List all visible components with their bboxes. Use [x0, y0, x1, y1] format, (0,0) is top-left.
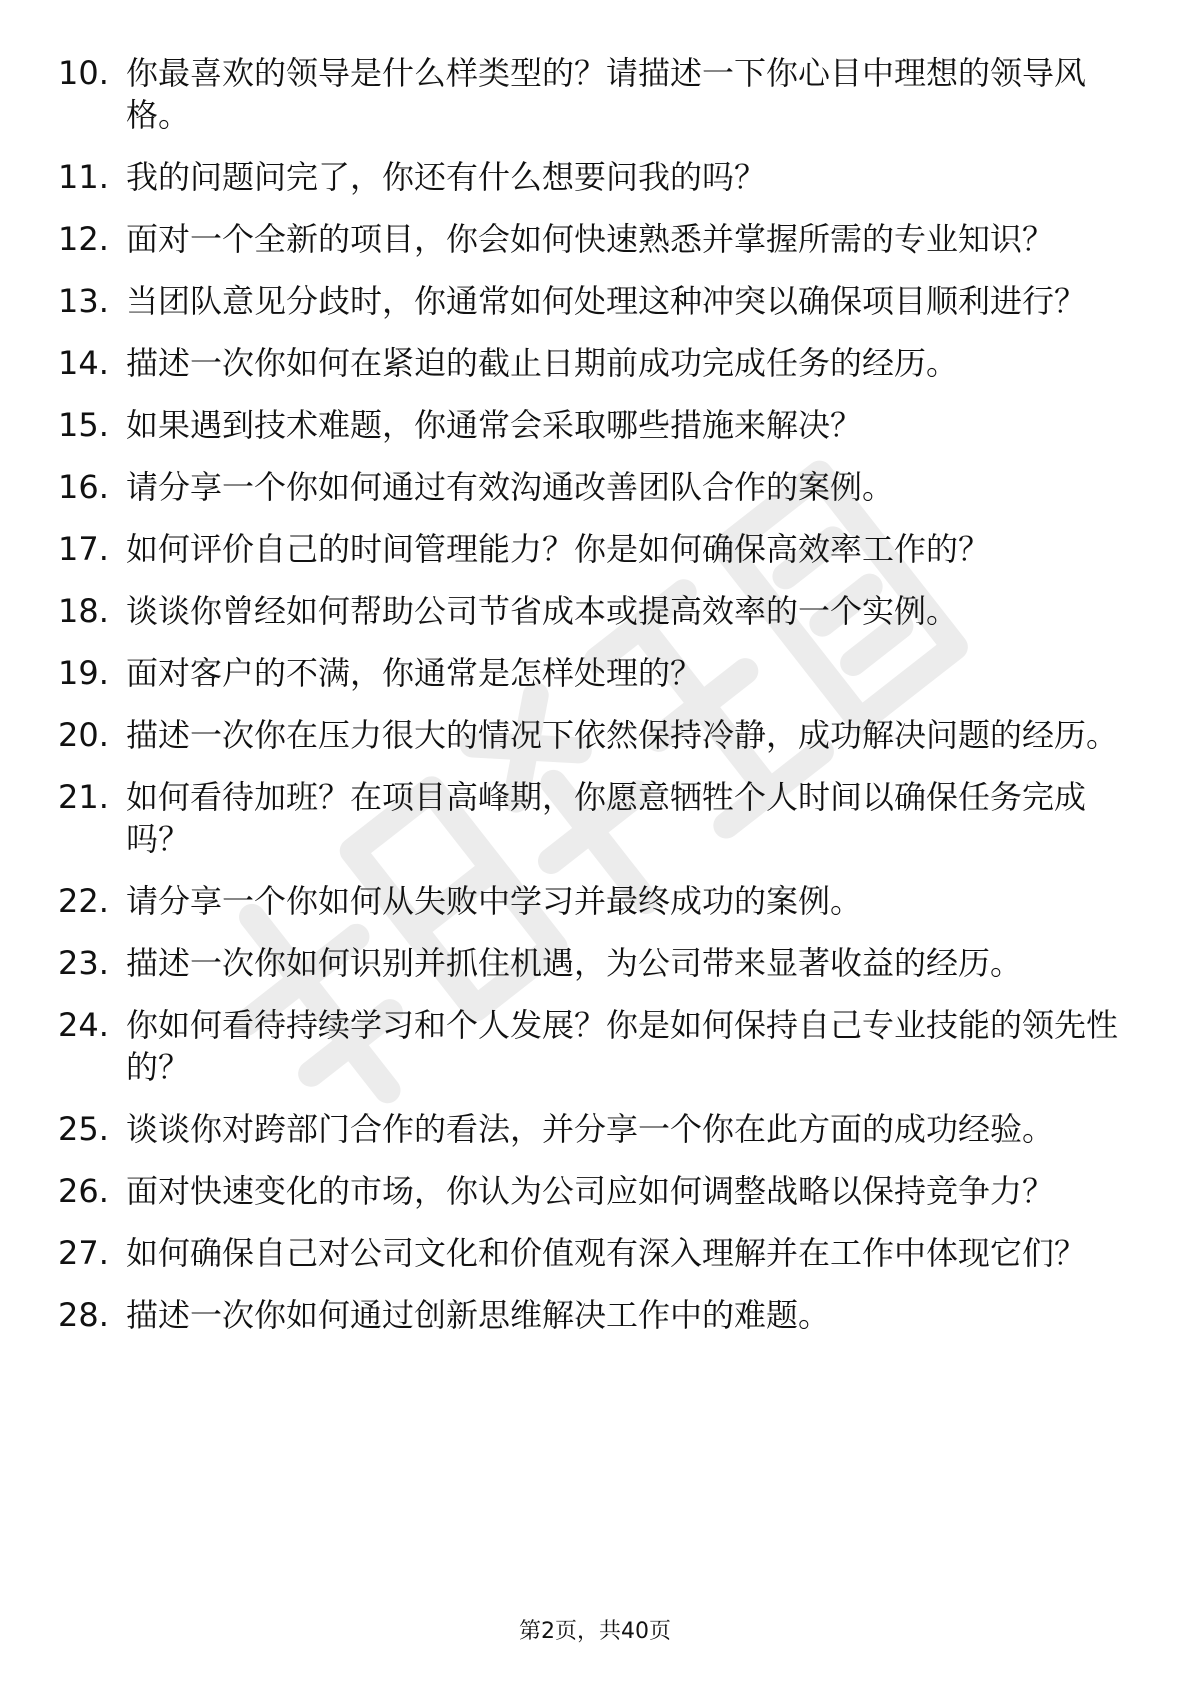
- question-text: 谈谈你对跨部门合作的看法，并分享一个你在此方面的成功经验。: [126, 1110, 1055, 1148]
- question-text: 请分享一个你如何从失败中学习并最终成功的案例。: [126, 882, 863, 920]
- question-text: 描述一次你如何通过创新思维解决工作中的难题。: [126, 1296, 831, 1334]
- question-text: 面对客户的不满，你通常是怎样处理的？: [126, 654, 703, 692]
- question-item: [58, 714, 1118, 756]
- question-item: [58, 218, 1118, 260]
- question-text: 如何看待加班？在项目高峰期，你愿意牺牲个人时间以确保任务完成吗？: [126, 778, 1087, 858]
- question-number: 26.: [58, 1172, 109, 1210]
- question-list: [58, 52, 1118, 1356]
- question-item: [58, 1004, 1118, 1088]
- question-number: 21.: [58, 778, 109, 816]
- question-text: 描述一次你在压力很大的情况下依然保持冷静，成功解决问题的经历。: [126, 716, 1119, 754]
- question-item: [58, 1294, 1118, 1336]
- question-text: 面对一个全新的项目，你会如何快速熟悉并掌握所需的专业知识？: [126, 220, 1055, 258]
- question-text: 如何确保自己对公司文化和价值观有深入理解并在工作中体现它们？: [126, 1234, 1087, 1272]
- question-text: 描述一次你如何识别并抓住机遇，为公司带来显著收益的经历。: [126, 944, 1023, 982]
- question-item: [58, 280, 1118, 322]
- question-item: [58, 528, 1118, 570]
- question-number: 24.: [58, 1006, 109, 1044]
- question-item: [58, 404, 1118, 446]
- question-item: [58, 52, 1118, 136]
- question-text: 如何评价自己的时间管理能力？你是如何确保高效率工作的？: [126, 530, 991, 568]
- question-number: 28.: [58, 1296, 109, 1334]
- question-item: [58, 342, 1118, 384]
- question-item: [58, 590, 1118, 632]
- question-text: 你如何看待持续学习和个人发展？你是如何保持自己专业技能的领先性的？: [126, 1006, 1119, 1086]
- question-number: 22.: [58, 882, 109, 920]
- question-item: [58, 1108, 1118, 1150]
- question-text: 描述一次你如何在紧迫的截止日期前成功完成任务的经历。: [126, 344, 959, 382]
- question-number: 13.: [58, 282, 109, 320]
- question-number: 11.: [58, 158, 109, 196]
- question-number: 27.: [58, 1234, 109, 1272]
- page-number-label: 第2页，共40页: [519, 1619, 671, 1644]
- question-item: [58, 1170, 1118, 1212]
- question-number: 25.: [58, 1110, 109, 1148]
- page-footer: [0, 1618, 1190, 1646]
- question-text: 你最喜欢的领导是什么样类型的？请描述一下你心目中理想的领导风格。: [126, 54, 1087, 134]
- question-number: 19.: [58, 654, 109, 692]
- question-number: 20.: [58, 716, 109, 754]
- question-item: [58, 466, 1118, 508]
- question-number: 18.: [58, 592, 109, 630]
- question-text: 谈谈你曾经如何帮助公司节省成本或提高效率的一个实例。: [126, 592, 959, 630]
- question-number: 16.: [58, 468, 109, 506]
- question-item: [58, 880, 1118, 922]
- question-item: [58, 156, 1118, 198]
- question-number: 23.: [58, 944, 109, 982]
- question-text: 面对快速变化的市场，你认为公司应如何调整战略以保持竞争力？: [126, 1172, 1055, 1210]
- question-number: 10.: [58, 54, 109, 92]
- question-item: [58, 776, 1118, 860]
- question-text: 请分享一个你如何通过有效沟通改善团队合作的案例。: [126, 468, 895, 506]
- question-number: 14.: [58, 344, 109, 382]
- question-number: 15.: [58, 406, 109, 444]
- question-text: 如果遇到技术难题，你通常会采取哪些措施来解决？: [126, 406, 863, 444]
- question-number: 12.: [58, 220, 109, 258]
- question-text: 当团队意见分歧时，你通常如何处理这种冲突以确保项目顺利进行？: [126, 282, 1087, 320]
- question-text: 我的问题问完了，你还有什么想要问我的吗？: [126, 158, 767, 196]
- question-item: [58, 652, 1118, 694]
- question-number: 17.: [58, 530, 109, 568]
- question-item: [58, 942, 1118, 984]
- question-item: [58, 1232, 1118, 1274]
